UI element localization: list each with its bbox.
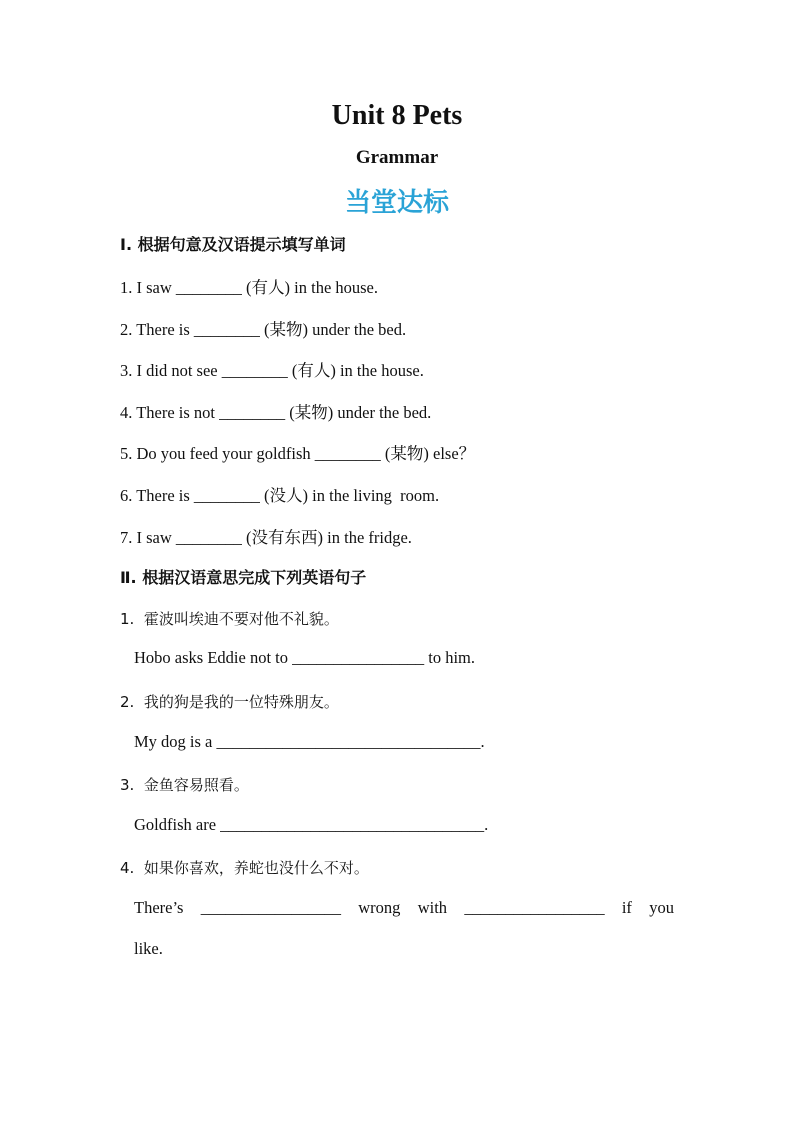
page-title: Unit 8 Pets bbox=[331, 100, 463, 131]
exercise-1-item-7: 7. I saw ________ (没有东西) in the fridge. bbox=[120, 528, 412, 547]
word: you bbox=[649, 898, 674, 917]
page-subtitle: Grammar bbox=[355, 147, 439, 168]
word: There’s bbox=[134, 898, 184, 917]
blank: _________________ bbox=[200, 898, 341, 917]
exercise-2-item-3-chinese: 3. 金鱼容易照看。 bbox=[120, 776, 249, 794]
section-2-title: Ⅱ. 根据汉语意思完成下列英语句子 bbox=[120, 568, 367, 587]
exercise-1-item-4: 4. There is not ________ (某物) under the bed. bbox=[120, 403, 432, 422]
exercise-1-item-5: 5. Do you feed your goldfish ________ (某物) else？ bbox=[120, 444, 476, 463]
exercise-1-item-3: 3. I did not see ________ (有人) in the house. bbox=[120, 361, 424, 380]
section-1-title: Ⅰ. 根据句意及汉语提示填写单词 bbox=[120, 235, 346, 254]
exercise-2-item-2-english: My dog is a ________________________________. bbox=[134, 732, 485, 751]
word: with bbox=[417, 898, 448, 917]
exercise-2-item-4-continuation: like. bbox=[134, 939, 163, 958]
word: wrong bbox=[358, 898, 401, 917]
exercise-1-item-2: 2. There is ________ (某物) under the bed. bbox=[120, 320, 407, 339]
exercise-2-item-2-chinese: 2. 我的狗是我的一位特殊朋友。 bbox=[120, 693, 339, 711]
exercise-2-item-1-english: Hobo asks Eddie not to ________________ to him. bbox=[134, 648, 475, 667]
word: if bbox=[621, 898, 632, 917]
exercise-2-item-1-chinese: 1. 霍波叫埃迪不要对他不礼貌。 bbox=[120, 610, 339, 628]
exercise-2-item-3-english: Goldfish are ________________________________. bbox=[134, 815, 489, 834]
exercise-1-item-1: 1. I saw ________ (有人) in the house. bbox=[120, 278, 379, 297]
exercise-2-item-4-chinese: 4. 如果你喜欢，养蛇也没什么不对。 bbox=[120, 859, 369, 877]
exercise-1-item-6: 6. There is ________ (没人) in the living room. bbox=[120, 486, 440, 505]
page-heading: 当堂达标 bbox=[344, 188, 449, 218]
blank: _________________ bbox=[464, 898, 605, 917]
exercise-2-item-4-english bbox=[134, 898, 674, 918]
